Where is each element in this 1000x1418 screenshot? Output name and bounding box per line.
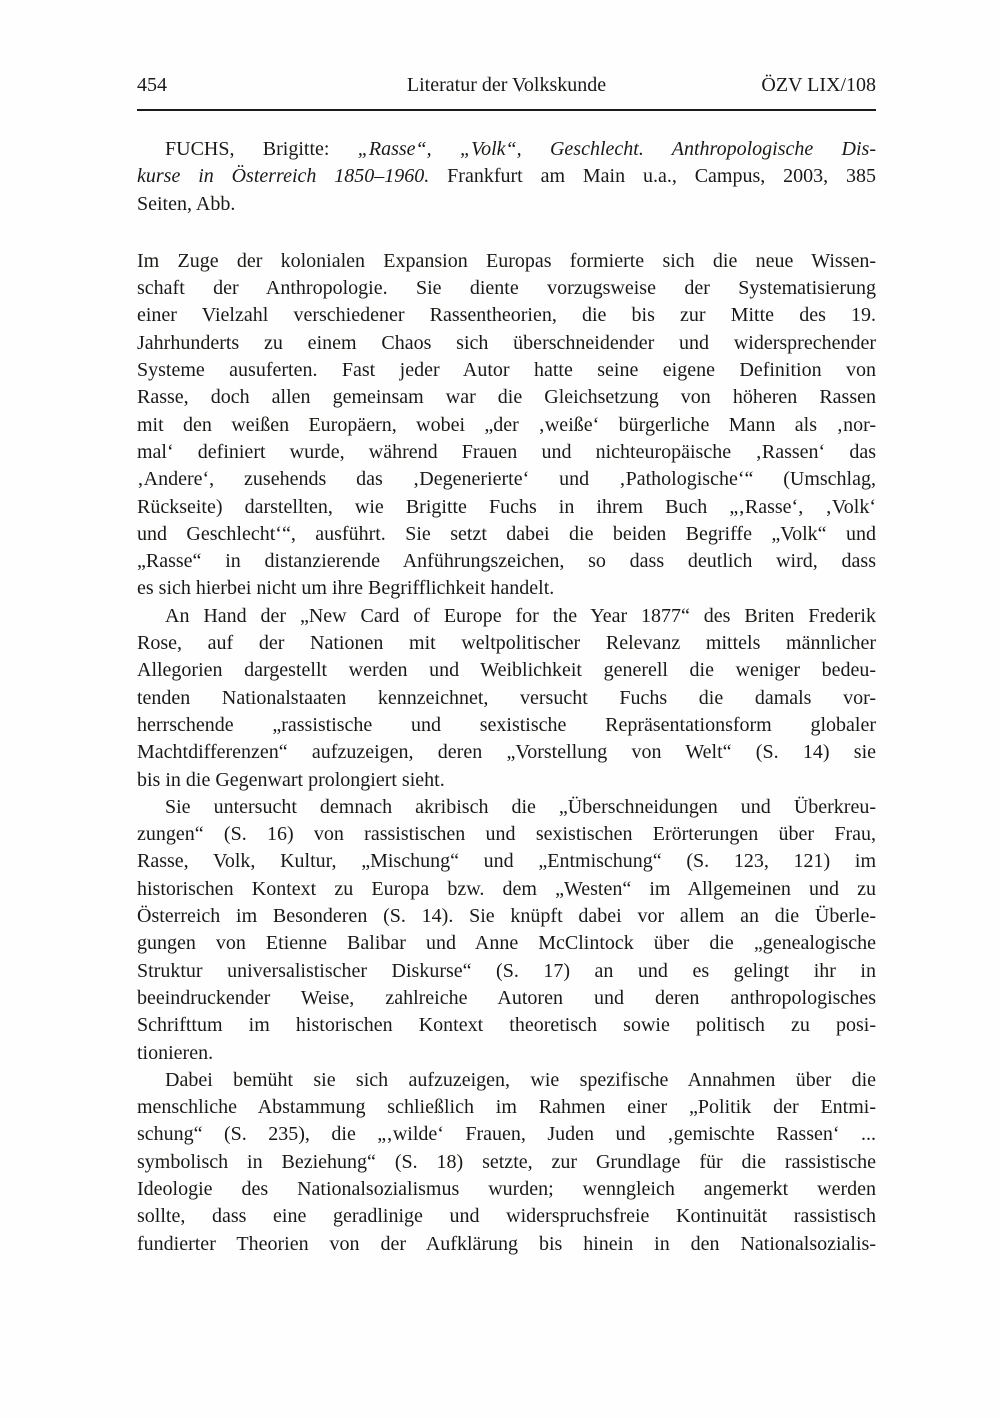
running-title: Literatur der Volkskunde: [406, 74, 607, 96]
text-line: Systeme ausuferten. Fast jeder Autor hatte seine eigene Definition von: [137, 359, 876, 382]
text-line: historischen Kontext zu Europa bzw. dem „Westen“ im Allgemeinen und zu: [137, 877, 876, 900]
page-number: 454: [137, 74, 167, 96]
text-line: Sie untersucht demnach akribisch die „Überschneidungen und Überkreu-: [165, 795, 876, 818]
citation-title-part1: „Rasse“, „Volk“, Geschlecht. Anthropologische Dis-: [357, 138, 876, 160]
text-line: Allegorien dargestellt werden und Weiblichkeit generell die weniger bedeu-: [137, 659, 876, 682]
citation-imprint-part1: Frankfurt am Main u.a., Campus, 2003, 385: [429, 165, 877, 188]
page-header: [137, 72, 876, 98]
text-line: menschliche Abstammung schließlich im Rahmen einer „Politik der Entmi-: [137, 1096, 876, 1119]
text-line: Rückseite) darstellten, wie Brigitte Fuchs in ihrem Buch „‚Rasse‘, ‚Volk‘: [137, 495, 876, 518]
text-line: Dabei bemüht sie sich aufzuzeigen, wie spezifische Annahmen über die: [165, 1068, 876, 1091]
text-line: Im Zuge der kolonialen Expansion Europas formierte sich die neue Wissen-: [137, 249, 876, 272]
text-line: Ideologie des Nationalsozialismus wurden; wenngleich angemerkt werden: [137, 1177, 876, 1200]
text-line: Schrifttum im historischen Kontext theoretisch sowie politisch zu posi-: [137, 1014, 876, 1037]
text-line: Rose, auf der Nationen mit weltpolitischer Relevanz mittels männlicher: [137, 632, 876, 655]
text-line: bis in die Gegenwart prolongiert sieht.: [137, 768, 445, 791]
citation-line-1: [137, 136, 876, 163]
text-line: schaft der Anthropologie. Sie diente vorzugsweise der Systematisierung: [137, 277, 876, 300]
citation-author: FUCHS, Brigitte:: [165, 138, 358, 160]
citation-title-part2: kurse in Österreich 1850–1960.: [137, 165, 430, 188]
text-line: schung“ (S. 235), die „‚wilde‘ Frauen, Juden und ‚gemischte Rassen‘ ...: [137, 1123, 876, 1146]
text-line: beeindruckender Weise, zahlreiche Autoren und deren anthropologisches: [137, 986, 876, 1009]
text-line: und Geschlecht‘“, ausführt. Sie setzt dabei die beiden Begriffe „Volk“ und: [137, 522, 876, 545]
book-citation: [137, 136, 876, 218]
body-paragraph-2: [137, 603, 876, 794]
body-paragraph-1: [137, 248, 876, 603]
body-paragraph-3: [137, 794, 876, 1067]
text-line: einer Vielzahl verschiedener Rassentheorien, die bis zur Mitte des 19.: [137, 304, 876, 327]
text-line: herrschende „rassistische und sexistische Repräsentationsform globaler: [137, 713, 876, 736]
text-line: Rasse, Volk, Kultur, „Mischung“ und „Entmischung“ (S. 123, 121) im: [137, 850, 876, 873]
body-paragraph-4: [137, 1067, 876, 1258]
text-line: An Hand der „New Card of Europe for the Year 1877“ des Briten Frederik: [165, 604, 876, 627]
text-line: „Rasse“ in distanzierende Anführungszeichen, so dass deutlich wird, dass: [137, 550, 876, 573]
citation-line-2: [137, 163, 876, 190]
text-line: gungen von Etienne Balibar und Anne McClintock über die „genealogische: [137, 932, 876, 955]
header-rule: [137, 109, 876, 111]
text-line: Struktur universalistischer Diskurse“ (S. 17) an und es gelingt ihr in: [137, 959, 876, 982]
text-line: fundierter Theorien von der Aufklärung bis hinein in den Nationalsozialis-: [137, 1232, 876, 1255]
citation-line-3: Seiten, Abb.: [137, 192, 236, 215]
text-line: Österreich im Besonderen (S. 14). Sie knüpft dabei vor allem an die Überle-: [137, 905, 876, 928]
text-line: Rasse, doch allen gemeinsam war die Gleichsetzung von höheren Rassen: [137, 386, 876, 409]
text-line: tenden Nationalstaaten kennzeichnet, versucht Fuchs die damals vor-: [137, 686, 876, 709]
text-line: Jahrhunderts zu einem Chaos sich überschneidender und widersprechender: [137, 331, 876, 354]
text-line: zungen“ (S. 16) von rassistischen und sexistischen Erörterungen über Frau,: [137, 823, 876, 846]
text-line: Machtdifferenzen“ aufzuzeigen, deren „Vorstellung von Welt“ (S. 14) sie: [137, 741, 876, 764]
text-line: sollte, dass eine geradlinige und widerspruchsfreie Kontinuität rassistisch: [137, 1205, 876, 1228]
text-line: mit den weißen Europäern, wobei „der ‚weiße‘ bürgerliche Mann als ‚nor-: [137, 413, 876, 436]
text-line: ‚Andere‘, zusehends das ‚Degenerierte‘ und ‚Pathologische‘“ (Umschlag,: [137, 468, 876, 491]
text-line: mal‘ definiert wurde, während Frauen und nichteuropäische ‚Rassen‘ das: [137, 440, 876, 463]
issue-label: ÖZV LIX/108: [761, 74, 876, 96]
text-line: es sich hierbei nicht um ihre Begrifflichkeit handelt.: [137, 577, 555, 600]
page-content: [137, 136, 876, 1258]
text-line: tionieren.: [137, 1041, 214, 1064]
text-line: symbolisch in Beziehung“ (S. 18) setzte, zur Grundlage für die rassistische: [137, 1150, 876, 1173]
